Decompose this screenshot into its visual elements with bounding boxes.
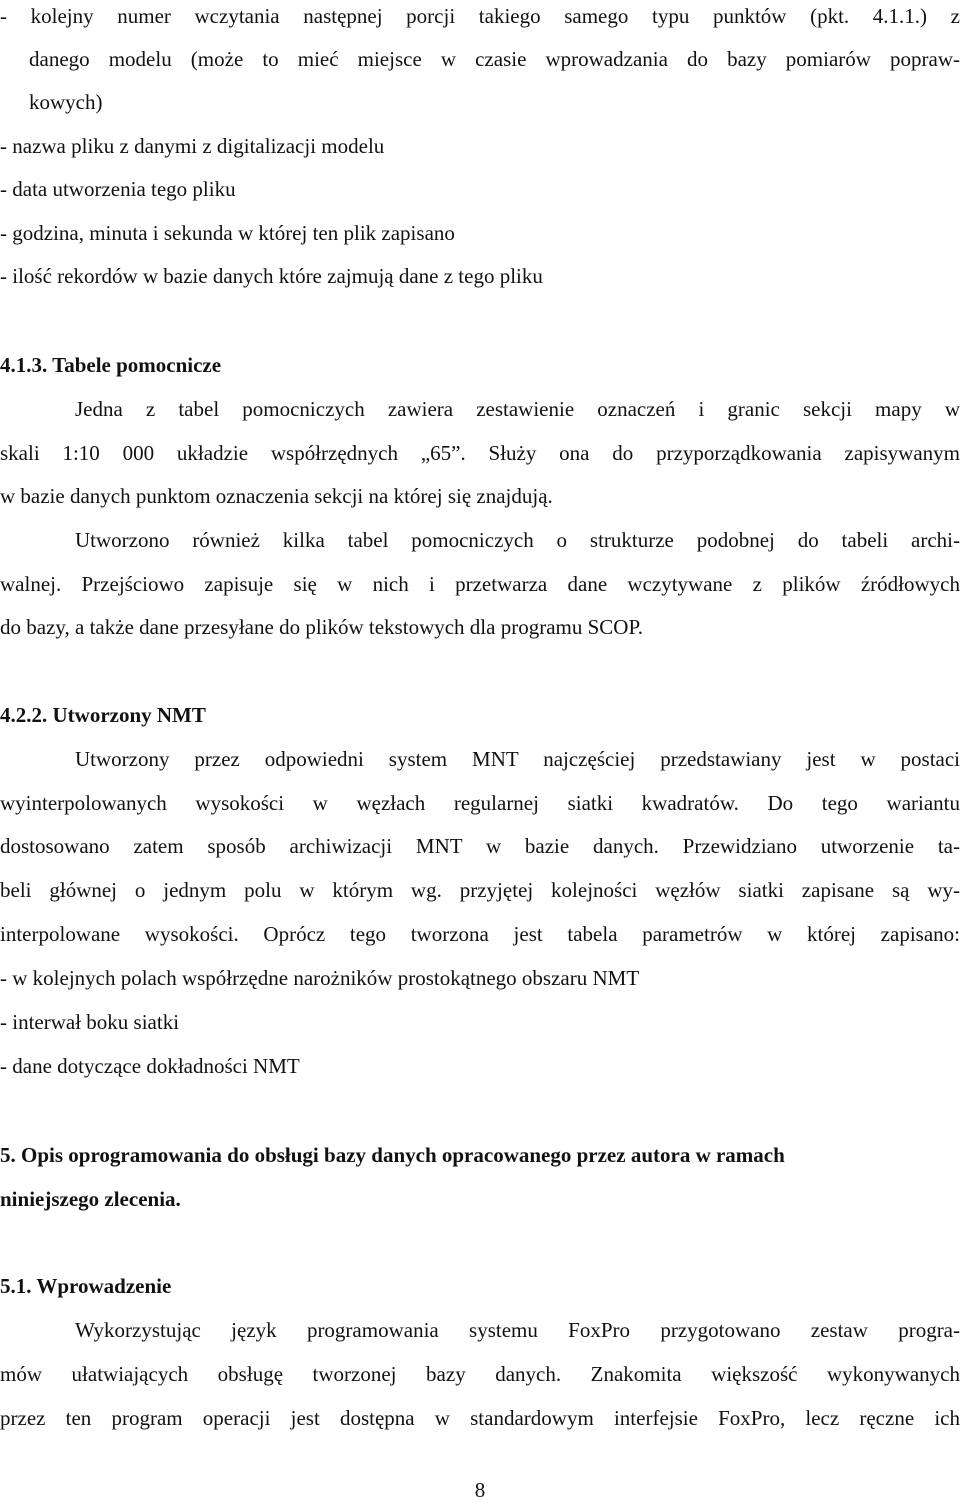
text-line: Utworzono również kilka tabel pomocniczych o strukturze podobnej do tabeli archi- xyxy=(75,528,960,552)
text-line: danego modelu (może to mieć miejsce w czasie wprowadzania do bazy pomiarów popraw- xyxy=(29,47,960,71)
text-line: beli głównej o jednym polu w którym wg. przyjętej kolejności węzłów siatki zapisane są wy- xyxy=(0,878,960,902)
text-line: Utworzony przez odpowiedni system MNT najczęściej przedstawiany jest w postaci xyxy=(75,747,960,771)
text-line: - nazwa pliku z danymi z digitalizacji modelu xyxy=(0,134,385,158)
text-line: przez ten program operacji jest dostępna w standardowym interfejsie FoxPro, lecz ręczne ich xyxy=(0,1406,960,1430)
section-heading: 5.1. Wprowadzenie xyxy=(0,1274,172,1298)
text-line: dostosowano zatem sposób archiwizacji MNT w bazie danych. Przewidziano utworzenie ta- xyxy=(0,834,960,858)
text-line: Jedna z tabel pomocniczych zawiera zestawienie oznaczeń i granic sekcji mapy w xyxy=(75,397,960,421)
text-line: - dane dotyczące dokładności NMT xyxy=(0,1054,300,1078)
text-line: - interwał boku siatki xyxy=(0,1010,180,1034)
page-number: 8 xyxy=(474,1478,486,1502)
text-line: interpolowane wysokości. Oprócz tego tworzona jest tabela parametrów w której zapisano: xyxy=(0,922,960,946)
text-line: do bazy, a także dane przesyłane do plików tekstowych dla programu SCOP. xyxy=(0,615,644,639)
text-line: mów ułatwiających obsługę tworzonej bazy danych. Znakomita większość wykonywanych xyxy=(0,1362,960,1386)
text-line: skali 1:10 000 układzie współrzędnych „65”. Służy ona do przyporządkowania zapisywanym xyxy=(0,441,960,465)
text-line: wyinterpolowanych wysokości w węzłach regularnej siatki kwadratów. Do tego wariantu xyxy=(0,791,960,815)
section-heading: 5. Opis oprogramowania do obsługi bazy danych opracowanego przez autora w ramach xyxy=(0,1143,785,1167)
text-line: w bazie danych punktom oznaczenia sekcji na której się znajdują. xyxy=(0,484,553,508)
text-line: kowych) xyxy=(29,90,103,114)
text-line: walnej. Przejściowo zapisuje się w nich i przetwarza dane wczytywane z plików źródłowych xyxy=(0,572,960,596)
text-line: - godzina, minuta i sekunda w której ten plik zapisano xyxy=(0,221,455,245)
text-line: - ilość rekordów w bazie danych które zajmują dane z tego pliku xyxy=(0,264,543,288)
text-line: Wykorzystując język programowania systemu FoxPro przygotowano zestaw progra- xyxy=(75,1318,960,1342)
section-heading: 4.2.2. Utworzony NMT xyxy=(0,703,206,727)
section-heading: niniejszego zlecenia. xyxy=(0,1187,181,1211)
text-line: - w kolejnych polach współrzędne narożników prostokątnego obszaru NMT xyxy=(0,966,640,990)
section-heading: 4.1.3. Tabele pomocnicze xyxy=(0,353,222,377)
text-line: - kolejny numer wczytania następnej porcji takiego samego typu punktów (pkt. 4.1.1.) z xyxy=(0,4,960,28)
text-line: - data utworzenia tego pliku xyxy=(0,177,236,201)
